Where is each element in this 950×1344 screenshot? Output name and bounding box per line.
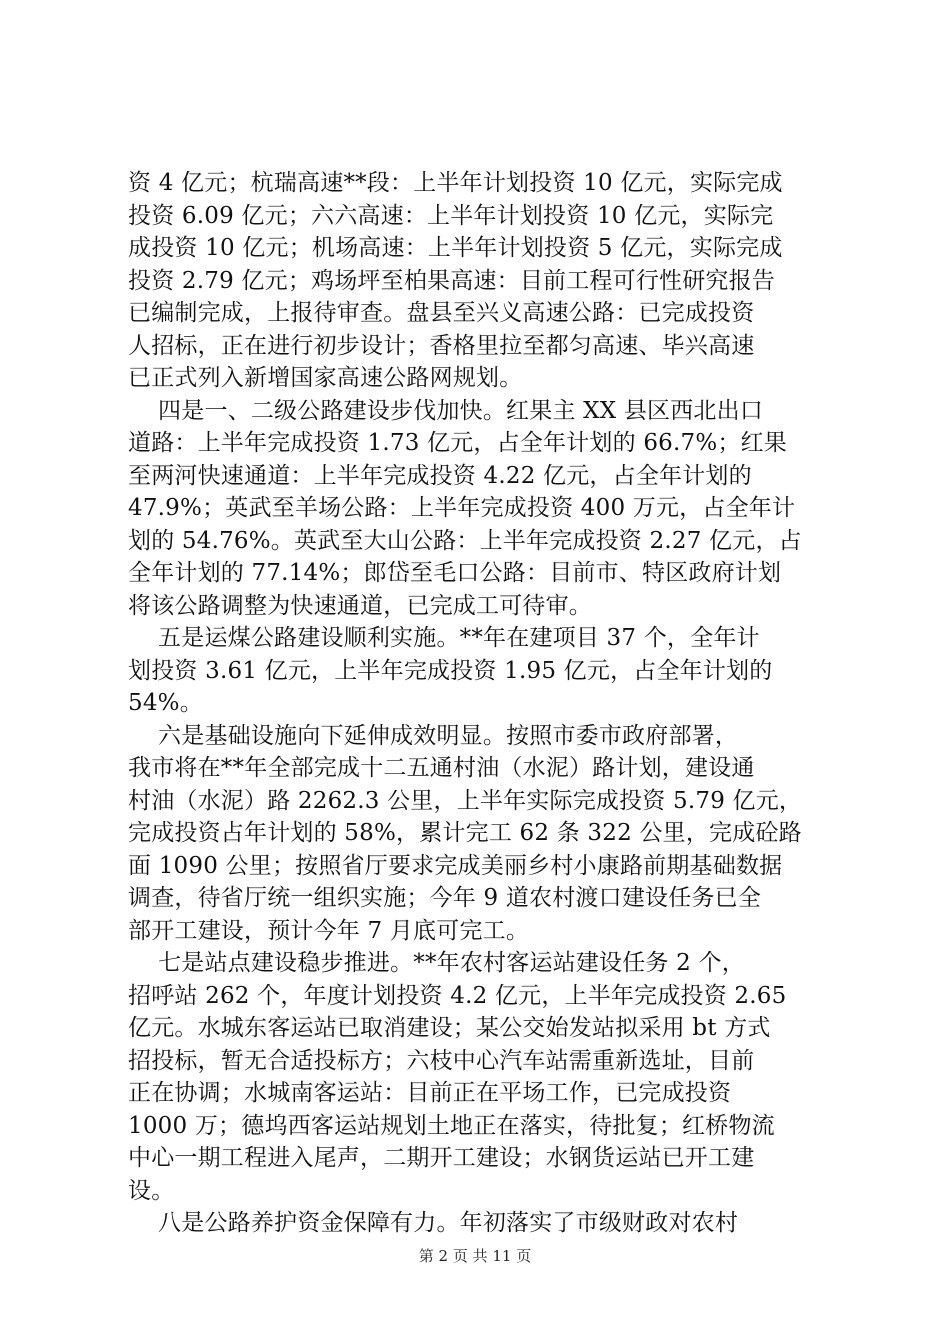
- text-line: 投资 6.09 亿元；六六高速：上半年计划投资 10 亿元，实际完: [128, 202, 774, 229]
- text-line: 54%。: [128, 690, 203, 716]
- text-line: 完成投资占年计划的 58%，累计完工 62 条 322 公里，完成砼路: [128, 820, 802, 846]
- text-line: 人招标，正在进行初步设计；香格里拉至都匀高速、毕兴高速: [128, 332, 755, 359]
- document-body: [128, 167, 833, 1240]
- text-line: 调查，待省厅统一组织实施；今年 9 道农村渡口建设任务已全: [128, 885, 762, 911]
- text-line: 划投资 3.61 亿元，上半年完成投资 1.95 亿元，占全年计划的: [128, 657, 773, 684]
- text-line: 六是基础设施向下延伸成效明显。按照市委市政府部署，: [128, 722, 739, 749]
- text-line: 至两河快速通道：上半年完成投资 4.22 亿元，占全年计划的: [128, 462, 752, 489]
- text-line: 正在协调；水城南客运站：目前正在平场工作，已完成投资: [128, 1080, 732, 1106]
- text-line: 五是运煤公路建设顺利实施。**年在建项目 37 个，全年计: [128, 625, 760, 651]
- text-line: 八是公路养护资金保障有力。年初落实了市级财政对农村: [128, 1210, 739, 1236]
- text-line: 面 1090 公里；按照省厅要求完成美丽乡村小康路前期基础数据: [128, 852, 783, 879]
- text-line: 中心一期工程进入尾声，二期开工建设；水钢货运站已开工建: [128, 1145, 755, 1171]
- text-line: 招投标，暂无合适投标方；六枝中心汽车站需重新选址，目前: [128, 1047, 755, 1074]
- text-line: 四是一、二级公路建设步伐加快。红果主 XX 县区西北出口: [128, 397, 764, 424]
- text-line: 亿元。水城东客运站已取消建设；某公交始发站拟采用 bt 方式: [128, 1015, 771, 1041]
- text-line: 已正式列入新增国家高速公路网规划。: [128, 365, 523, 391]
- text-line: 部开工建设，预计今年 7 月底可完工。: [128, 917, 530, 944]
- text-line: 七是站点建设稳步推进。**年农村客运站建设任务 2 个，: [128, 950, 745, 976]
- text-line: 我市将在**年全部完成十二五通村油（水泥）路计划，建设通: [128, 755, 755, 781]
- text-line: 村油（水泥）路 2262.3 公里，上半年实际完成投资 5.79 亿元，: [128, 787, 803, 814]
- text-line: 已编制完成，上报待审查。盘县至兴义高速公路：已完成投资: [128, 300, 755, 326]
- text-line: 资 4 亿元；杭瑞高速**段：上半年计划投资 10 亿元，实际完成: [128, 170, 783, 196]
- text-line: 投资 2.79 亿元；鸡场坪至柏果高速：目前工程可行性研究报告: [128, 267, 776, 294]
- page-number-footer: 第 2 页 共 11 页: [418, 1247, 532, 1265]
- text-line: 将该公路调整为快速通道，已完成工可待审。: [128, 592, 592, 619]
- text-line: 全年计划的 77.14%；郎岱至毛口公路：目前市、特区政府计划: [128, 560, 782, 586]
- text-line: 1000 万；德坞西客运站规划土地正在落实，待批复；红桥物流: [128, 1112, 775, 1139]
- text-line: 招呼站 262 个，年度计划投资 4.2 亿元，上半年完成投资 2.65: [128, 982, 787, 1009]
- text-line: 成投资 10 亿元；机场高速：上半年计划投资 5 亿元，实际完成: [128, 235, 783, 261]
- text-line: 道路：上半年完成投资 1.73 亿元，占全年计划的 66.7%；红果: [128, 430, 788, 456]
- text-line: 设。: [128, 1177, 175, 1204]
- text-line: 划的 54.76%。英武至大山公路：上半年完成投资 2.27 亿元，占: [128, 527, 802, 554]
- text-line: 47.9%；英武至羊场公路：上半年完成投资 400 万元，占全年计: [128, 495, 796, 521]
